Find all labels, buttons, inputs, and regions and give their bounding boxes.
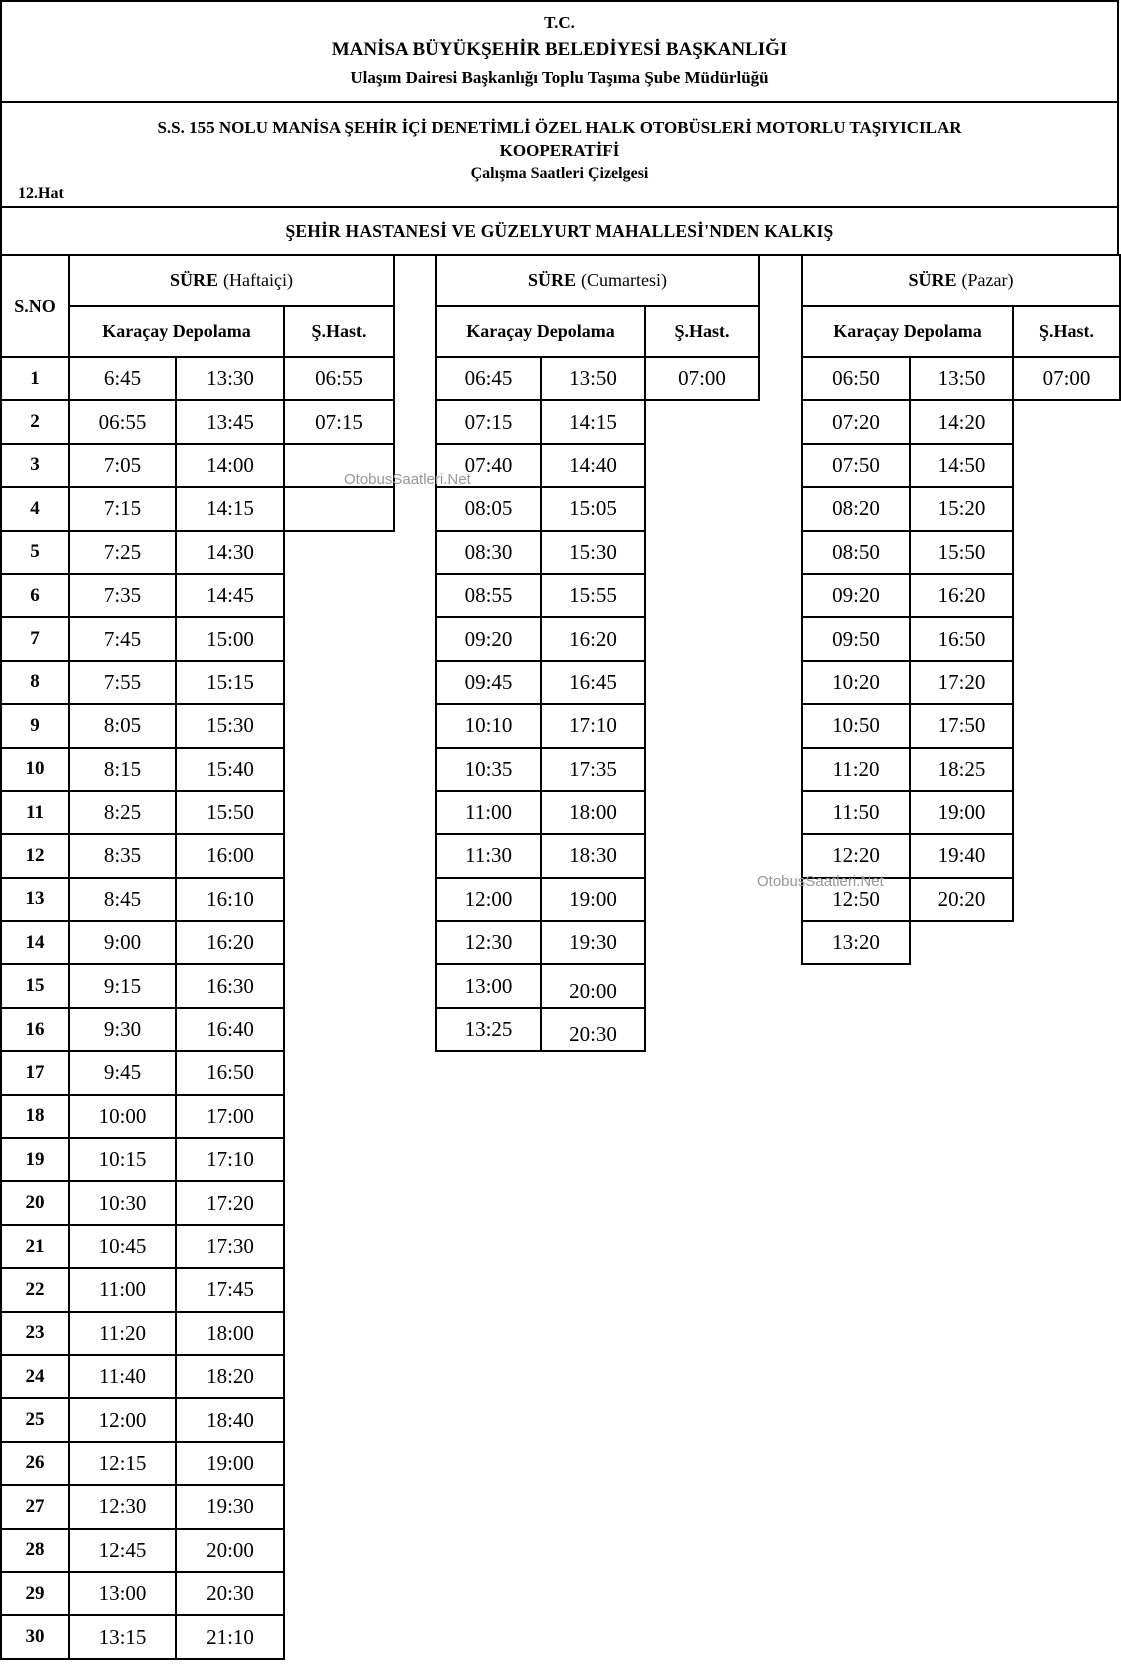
karacay-time-2: 16:40 [176,1008,284,1051]
karacay-time-2: 19:00 [176,1442,284,1485]
karacay-time-1: 11:20 [802,748,910,791]
sno-cell: 19 [1,1138,69,1181]
karacay-time-1: 13:00 [436,964,541,1007]
karacay-time-1: 13:20 [802,921,910,964]
table-row [802,487,1120,530]
karacay-time-2: 14:40 [541,444,645,487]
karacay-time-1: 12:30 [69,1485,176,1528]
karacay-time-2: 15:50 [176,791,284,834]
karacay-time-1: 8:25 [69,791,176,834]
karacay-time-2: 20:00 [541,964,645,1007]
table-row [1,1442,394,1485]
watermark: OtobusSaatleri.Net [344,471,471,488]
karacay-time-1: 09:20 [436,617,541,660]
table-row [1,617,394,660]
shast-time: 07:00 [645,357,759,400]
sno-cell: 15 [1,964,69,1007]
karacay-time-1: 08:20 [802,487,910,530]
sno-cell: 22 [1,1268,69,1311]
sno-cell: 18 [1,1095,69,1138]
karacay-time-2: 19:40 [910,834,1013,877]
karacay-time-1: 11:00 [436,791,541,834]
karacay-time-2: 15:20 [910,487,1013,530]
table-row [802,400,1120,443]
sno-cell: 24 [1,1355,69,1398]
karacay-time-1: 06:50 [802,357,910,400]
shast-header-sunday: Ş.Hast. [1013,306,1120,357]
sno-cell: 20 [1,1181,69,1224]
karacay-time-2: 15:15 [176,661,284,704]
karacay-time-1: 7:15 [69,487,176,530]
table-row [1,531,394,574]
table-row [802,661,1120,704]
table-row [1,1615,394,1658]
karacay-time-2: 20:00 [176,1529,284,1572]
karacay-time-1: 07:20 [802,400,910,443]
karacay-time-2: 20:20 [910,878,1013,921]
table-row [1,1572,394,1615]
karacay-time-1: 12:50 [802,878,910,921]
table-row [802,921,1120,964]
karacay-time-1: 7:35 [69,574,176,617]
table-row [1,1138,394,1181]
table-row [1,1095,394,1138]
table-row [436,661,759,704]
table-row [436,574,759,617]
karacay-time-2: 14:15 [176,487,284,530]
karacay-time-2: 16:20 [176,921,284,964]
karacay-time-1: 06:45 [436,357,541,400]
sure-header-sunday [802,255,1120,306]
karacay-time-1: 12:15 [69,1442,176,1485]
karacay-time-2: 14:15 [541,400,645,443]
karacay-time-2: 17:35 [541,748,645,791]
timetable-saturday [435,254,760,1052]
sno-cell: 9 [1,704,69,747]
sno-cell: 12 [1,834,69,877]
sno-cell: 5 [1,531,69,574]
table-row [1,1312,394,1355]
karacay-time-1: 13:15 [69,1615,176,1658]
karacay-time-1: 9:15 [69,964,176,1007]
sure-label: SÜRE [170,270,219,290]
karacay-time-2: 19:00 [910,791,1013,834]
table-row [436,921,759,964]
karacay-time-1: 6:45 [69,357,176,400]
karacay-time-2: 18:40 [176,1398,284,1441]
karacay-time-1: 11:00 [69,1268,176,1311]
sno-cell: 1 [1,357,69,400]
karacay-time-1: 10:15 [69,1138,176,1181]
sno-cell: 13 [1,878,69,921]
karacay-time-1: 9:45 [69,1051,176,1094]
karacay-time-1: 08:55 [436,574,541,617]
header-row-1 [802,255,1120,306]
table-row [436,704,759,747]
table-row [1,1398,394,1441]
karacay-time-2: 14:50 [910,444,1013,487]
shast-time [284,487,394,530]
table-row [802,574,1120,617]
sno-cell: 8 [1,661,69,704]
karacay-time-2: 15:55 [541,574,645,617]
karacay-time-1: 07:15 [436,400,541,443]
letterhead [0,0,1119,103]
karacay-time-1: 07:50 [802,444,910,487]
karacay-time-2: 14:30 [176,531,284,574]
table-row [1,1181,394,1224]
karacay-time-2: 19:00 [541,878,645,921]
karacay-header-sunday: Karaçay Depolama [802,306,1013,357]
sure-header-weekday [69,255,394,306]
karacay-time-1: 7:05 [69,444,176,487]
karacay-time-2: 15:00 [176,617,284,660]
sure-qualifier-weekday: (Haftaiçi) [223,270,293,290]
schedule-subtitle: Çalışma Saatleri Çizelgesi [470,165,649,182]
table-row [1,661,394,704]
table-row [1,400,394,443]
karacay-time-1: 9:30 [69,1008,176,1051]
sno-cell: 27 [1,1485,69,1528]
table-row [1,834,394,877]
karacay-time-2: 19:30 [176,1485,284,1528]
table-row [436,964,759,1007]
sno-cell: 21 [1,1225,69,1268]
table-row [1,748,394,791]
karacay-time-2: 16:30 [176,964,284,1007]
karacay-time-1: 10:45 [69,1225,176,1268]
karacay-time-2: 16:50 [910,617,1013,660]
karacay-time-1: 10:50 [802,704,910,747]
sno-cell: 10 [1,748,69,791]
sno-cell: 16 [1,1008,69,1051]
karacay-time-2: 18:00 [176,1312,284,1355]
sure-qualifier-saturday: (Cumartesi) [581,270,667,290]
karacay-header-weekday: Karaçay Depolama [69,306,284,357]
karacay-time-2: 16:00 [176,834,284,877]
sno-cell: 29 [1,1572,69,1615]
sno-cell: 7 [1,617,69,660]
karacay-header-saturday: Karaçay Depolama [436,306,645,357]
karacay-time-2: 17:50 [910,704,1013,747]
karacay-time-2: 21:10 [176,1615,284,1658]
karacay-time-2: 14:00 [176,444,284,487]
karacay-time-1: 7:25 [69,531,176,574]
table-row [1,1355,394,1398]
table-row [436,531,759,574]
table-row [1,921,394,964]
karacay-time-1: 12:45 [69,1529,176,1572]
header-row-1 [1,255,394,306]
table-row [436,487,759,530]
table-row [1,1529,394,1572]
karacay-time-2: 14:45 [176,574,284,617]
sno-header: S.NO [1,255,69,357]
departure-banner [0,206,1119,256]
table-row [1,574,394,617]
karacay-time-2: 20:30 [176,1572,284,1615]
sno-cell: 28 [1,1529,69,1572]
karacay-time-2: 13:50 [910,357,1013,400]
karacay-time-1: 8:15 [69,748,176,791]
table-row [1,1485,394,1528]
sno-cell: 11 [1,791,69,834]
cooperative-name-line1: S.S. 155 NOLU MANİSA ŞEHİR İÇİ DENETİMLİ ÖZEL HALK OTOBÜSLERİ MOTORLU TAŞIYICILAR [157,118,962,137]
karacay-time-1: 10:10 [436,704,541,747]
karacay-time-2: 19:30 [541,921,645,964]
table-row [1,444,394,487]
table-row [1,1008,394,1051]
table-row [1,1225,394,1268]
karacay-time-2: 20:30 [541,1008,645,1051]
karacay-time-2: 16:10 [176,878,284,921]
karacay-time-2: 13:50 [541,357,645,400]
karacay-time-1: 7:55 [69,661,176,704]
table-row [1,357,394,400]
sno-cell: 3 [1,444,69,487]
karacay-time-2: 15:30 [176,704,284,747]
table-row [1,964,394,1007]
letterhead-tc: T.C. [544,13,575,32]
table-row [436,834,759,877]
sno-cell: 17 [1,1051,69,1094]
table-row [1,487,394,530]
karacay-time-1: 12:30 [436,921,541,964]
table-row [802,357,1120,400]
header-row-2 [436,306,759,357]
table-row [802,834,1120,877]
karacay-time-2: 16:20 [910,574,1013,617]
sure-label: SÜRE [528,270,577,290]
sno-cell: 25 [1,1398,69,1441]
karacay-time-1: 9:00 [69,921,176,964]
karacay-time-1: 09:45 [436,661,541,704]
table-row [802,791,1120,834]
shast-header-saturday: Ş.Hast. [645,306,759,357]
karacay-time-1: 12:00 [436,878,541,921]
karacay-time-2: 13:30 [176,357,284,400]
karacay-time-2: 16:20 [541,617,645,660]
letterhead-department: Ulaşım Dairesi Başkanlığı Toplu Taşıma Şube Müdürlüğü [350,68,769,87]
karacay-time-1: 08:30 [436,531,541,574]
table-row [436,791,759,834]
karacay-time-2: 17:30 [176,1225,284,1268]
karacay-time-2: 14:20 [910,400,1013,443]
karacay-time-1: 11:50 [802,791,910,834]
karacay-time-2: 18:20 [176,1355,284,1398]
table-row [802,748,1120,791]
karacay-time-2: 18:30 [541,834,645,877]
cooperative-name-line2: KOOPERATİFİ [499,141,620,160]
header-row-2 [802,306,1120,357]
table-row [436,1008,759,1051]
karacay-time-1: 8:45 [69,878,176,921]
karacay-time-1: 11:20 [69,1312,176,1355]
table-row [436,357,759,400]
karacay-time-1: 8:35 [69,834,176,877]
karacay-time-1: 11:40 [69,1355,176,1398]
table-row [802,704,1120,747]
karacay-time-1: 10:35 [436,748,541,791]
table-row [436,444,759,487]
table-row [802,617,1120,660]
karacay-time-1: 8:05 [69,704,176,747]
letterhead-municipality: MANİSA BÜYÜKŞEHİR BELEDİYESİ BAŞKANLIĞI [331,39,788,60]
karacay-time-1: 10:00 [69,1095,176,1138]
karacay-time-1: 12:20 [802,834,910,877]
header-row-1 [436,255,759,306]
karacay-time-1: 7:45 [69,617,176,660]
sure-label: SÜRE [908,270,957,290]
karacay-time-1: 10:20 [802,661,910,704]
karacay-time-1: 06:55 [69,400,176,443]
table-row [1,704,394,747]
shast-time: 07:15 [284,400,394,443]
sno-cell: 6 [1,574,69,617]
sno-cell: 23 [1,1312,69,1355]
karacay-time-1: 13:00 [69,1572,176,1615]
table-row [1,878,394,921]
table-row [436,617,759,660]
table-row [436,878,759,921]
karacay-time-1: 13:25 [436,1008,541,1051]
table-row [802,531,1120,574]
sno-cell: 14 [1,921,69,964]
karacay-time-2: 15:05 [541,487,645,530]
karacay-time-2: 15:30 [541,531,645,574]
sure-header-saturday [436,255,759,306]
karacay-time-2: 17:20 [910,661,1013,704]
karacay-time-2: 17:20 [176,1181,284,1224]
shast-time: 07:00 [1013,357,1120,400]
table-row [1,791,394,834]
sno-cell: 26 [1,1442,69,1485]
karacay-time-2: 13:45 [176,400,284,443]
watermark: OtobusSaatleri.Net [757,873,884,890]
karacay-time-2: 17:45 [176,1268,284,1311]
karacay-time-2: 17:10 [176,1138,284,1181]
karacay-time-1: 12:00 [69,1398,176,1441]
cooperative-header [0,101,1119,208]
table-row [1,1051,394,1094]
karacay-time-1: 09:20 [802,574,910,617]
departure-banner-text: ŞEHİR HASTANESİ VE GÜZELYURT MAHALLESİ'NDEN KALKIŞ [285,221,834,241]
karacay-time-2: 17:00 [176,1095,284,1138]
timetable-weekday [0,254,395,1660]
karacay-time-1: 08:50 [802,531,910,574]
sno-cell: 30 [1,1615,69,1658]
karacay-time-1: 09:50 [802,617,910,660]
shast-time: 06:55 [284,357,394,400]
table-row [802,444,1120,487]
karacay-time-2: 16:50 [176,1051,284,1094]
karacay-time-2: 15:40 [176,748,284,791]
karacay-time-2: 16:45 [541,661,645,704]
table-row [1,1268,394,1311]
shast-header-weekday: Ş.Hast. [284,306,394,357]
sno-cell: 4 [1,487,69,530]
sno-cell: 2 [1,400,69,443]
table-row [436,748,759,791]
table-row [436,400,759,443]
route-number: 12.Hat [18,185,64,202]
sure-qualifier-sunday: (Pazar) [961,270,1014,290]
karacay-time-1: 11:30 [436,834,541,877]
karacay-time-1: 07:40 [436,444,541,487]
karacay-time-1: 08:05 [436,487,541,530]
karacay-time-2: 18:25 [910,748,1013,791]
karacay-time-2: 15:50 [910,531,1013,574]
timetable-sunday [801,254,1121,965]
karacay-time-1: 10:30 [69,1181,176,1224]
karacay-time-2: 18:00 [541,791,645,834]
karacay-time-2: 17:10 [541,704,645,747]
